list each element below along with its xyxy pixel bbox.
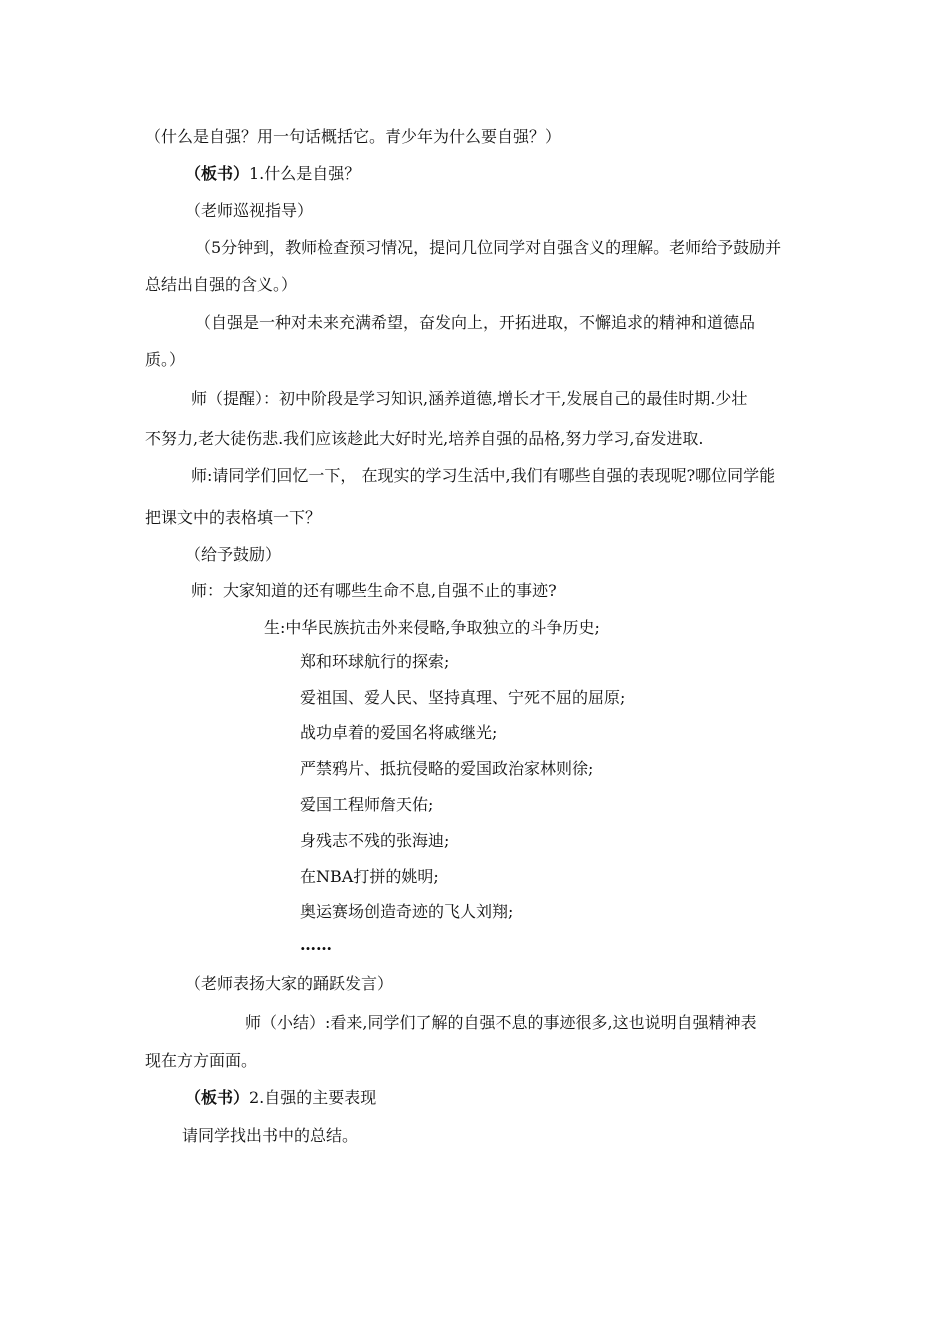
blackboard-heading: 1.什么是自强？ — [249, 164, 361, 183]
paragraph-line: 现在方方面面。 — [145, 1051, 258, 1070]
paragraph-line: 不努力,老大徒伤悲.我们应该趁此大好时光,培养自强的品格,努力学习,奋发进取. — [145, 429, 704, 448]
paragraph-note: （老师表扬大家的踊跃发言） — [185, 974, 394, 993]
list-item: 奥运赛场创造奇迹的飞人刘翔; — [300, 902, 514, 921]
paragraph-line: 师:请同学们回忆一下， 在现实的学习生活中,我们有哪些自强的表现呢?哪位同学能 — [191, 466, 776, 485]
paragraph-line: （5分钟到，教师检查预习情况，提问几位同学对自强含义的理解。老师给予鼓励并 — [195, 238, 782, 257]
paragraph-line: 把课文中的表格填一下？ — [145, 508, 322, 527]
blackboard-tag: （板书） — [185, 164, 250, 183]
list-item: 战功卓着的爱国名将戚继光; — [300, 723, 498, 742]
blackboard-heading: 2.自强的主要表现 — [249, 1088, 377, 1107]
paragraph-line: 总结出自强的含义。） — [145, 275, 298, 294]
paragraph-note: （老师巡视指导） — [185, 201, 314, 220]
blackboard-tag: （板书） — [185, 1088, 250, 1107]
list-item: 在NBA打拼的姚明; — [300, 867, 439, 886]
list-item: 身残志不残的张海迪; — [300, 831, 450, 850]
list-ellipsis: …… — [300, 935, 332, 954]
paragraph-question: （什么是自强？用一句话概括它。青少年为什么要自强？） — [145, 127, 562, 146]
paragraph-note: （给予鼓励） — [185, 545, 282, 564]
paragraph-line: 请同学找出书中的总结。 — [182, 1126, 359, 1145]
paragraph-line: 师（小结）:看来,同学们了解的自强不息的事迹很多,这也说明自强精神表 — [245, 1013, 757, 1032]
paragraph-line: 师（提醒）：初中阶段是学习知识,涵养道德,增长才干,发展自己的最佳时期.少壮 — [191, 389, 748, 408]
list-item: 生:中华民族抗击外来侵略,争取独立的斗争历史; — [264, 618, 600, 637]
list-item: 爱国工程师詹天佑; — [300, 795, 434, 814]
list-item: 严禁鸦片、抵抗侵略的爱国政治家林则徐; — [300, 759, 594, 778]
paragraph-line: 师：大家知道的还有哪些生命不息,自强不止的事迹? — [191, 581, 557, 600]
list-item: 郑和环球航行的探索; — [300, 652, 450, 671]
list-item: 爱祖国、爱人民、坚持真理、宁死不屈的屈原; — [300, 688, 626, 707]
paragraph-line: 质。） — [145, 350, 186, 369]
paragraph-line: （自强是一种对未来充满希望，奋发向上，开拓进取，不懈追求的精神和道德品 — [195, 313, 756, 332]
